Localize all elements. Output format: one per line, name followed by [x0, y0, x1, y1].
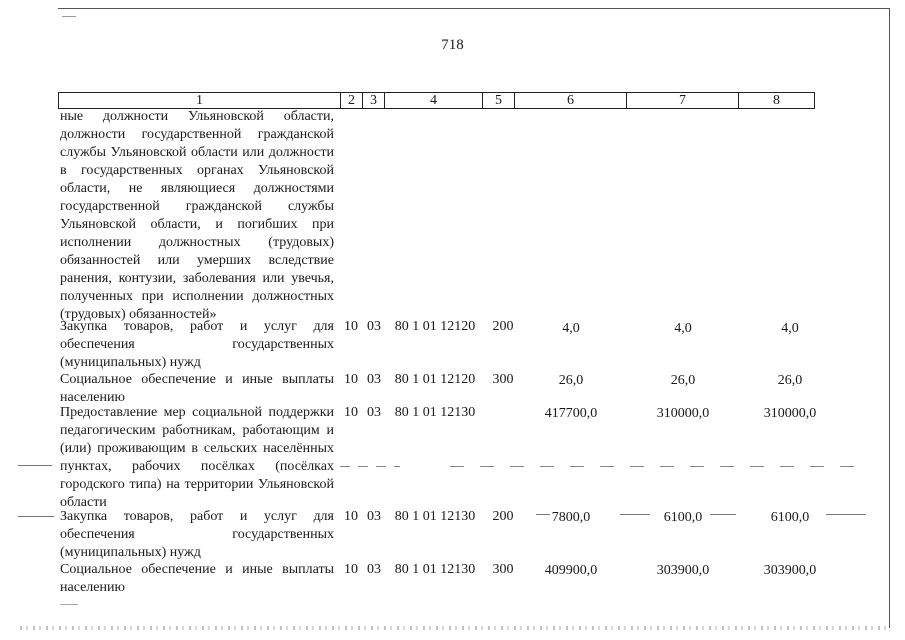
target-article-code: 80 1 01 12130 [394, 509, 476, 524]
column-header: 7 [627, 93, 739, 109]
section-code: 10 [344, 372, 358, 387]
table-row-description: Социальное обеспечение и иные выплаты населению [60, 562, 334, 595]
amount-col6: 409900,0 [544, 563, 598, 578]
amount-col8: 310000,0 [763, 406, 817, 421]
scan-artifact [20, 626, 890, 630]
section-code: 10 [344, 509, 358, 524]
section-code: 10 [344, 562, 358, 577]
scan-artifact [826, 514, 866, 515]
table-row-description: Предоставление мер социальной поддержки педагогическим работникам, работающим и (или) проживающим в сельских населённых пунктах, рабочих посёлках (посёлках городского типа) на территории Ульяновской области [60, 405, 334, 510]
amount-col7: 4,0 [674, 321, 692, 336]
section-code: 10 [344, 319, 358, 334]
column-header-row [58, 92, 815, 109]
amount-col6: 26,0 [558, 373, 584, 388]
amount-col7: 6100,0 [663, 510, 703, 525]
amount-col8: 26,0 [777, 373, 803, 388]
table-row-description: Закупка товаров, работ и услуг для обеспечения государственных (муниципальных) нужд [60, 509, 334, 560]
amount-col7: 303900,0 [656, 563, 710, 578]
expense-type-code: 300 [492, 562, 514, 577]
scan-artifact [450, 466, 870, 467]
subsection-code: 03 [367, 372, 381, 387]
section-code: 10 [344, 405, 358, 420]
column-header: 8 [739, 93, 815, 109]
table-row-description: Социальное обеспечение и иные выплаты населению [60, 372, 334, 405]
amount-col8: 6100,0 [770, 510, 810, 525]
target-article-code: 80 1 01 12130 [394, 562, 476, 577]
amount-col6: 4,0 [562, 321, 580, 336]
amount-col8: 303900,0 [763, 563, 817, 578]
column-header: 5 [483, 93, 515, 109]
page-right-border [889, 8, 890, 628]
page-number: 718 [441, 37, 464, 53]
table-row-description: Закупка товаров, работ и услуг для обеспечения государственных (муниципальных) нужд [60, 319, 334, 370]
corner-mark [62, 16, 76, 17]
amount-col6: 7800,0 [551, 510, 591, 525]
target-article-code: 80 1 01 12120 [394, 319, 476, 334]
scan-artifact [60, 604, 78, 605]
scan-artifact [18, 516, 54, 517]
amount-col8: 4,0 [781, 321, 799, 336]
target-article-code: 80 1 01 12130 [394, 405, 476, 420]
scan-artifact [710, 514, 736, 515]
column-header: 2 [341, 93, 363, 109]
expense-type-code: 300 [492, 372, 514, 387]
column-header: 6 [515, 93, 627, 109]
subsection-code: 03 [367, 509, 381, 524]
subsection-code: 03 [367, 562, 381, 577]
subsection-code: 03 [367, 319, 381, 334]
column-header: 4 [385, 93, 483, 109]
scan-artifact [620, 514, 650, 515]
scan-artifact [340, 466, 400, 467]
column-header: 1 [59, 93, 341, 109]
target-article-code: 80 1 01 12120 [394, 372, 476, 387]
scan-artifact [18, 465, 52, 466]
amount-col7: 26,0 [670, 373, 696, 388]
expense-type-code: 200 [492, 319, 514, 334]
scan-artifact [536, 514, 550, 515]
expense-type-code: 200 [492, 509, 514, 524]
table-row-description: ные должности Ульяновской области, должности государственной гражданской службы Ульяновской области или должности в государственных органах Ульяновской области, не являющиеся должностями государственной гражданской службы Ульяновской области, и погибших при исполнении должностных (трудовых) обязанностей или умерших вследствие ранения, контузии, заболевания или увечья, полученных при исполнении должностных (трудовых) обязанностей» [60, 109, 334, 322]
amount-col7: 310000,0 [656, 406, 710, 421]
column-header: 3 [363, 93, 385, 109]
amount-col6: 417700,0 [544, 406, 598, 421]
page-top-border [58, 8, 890, 9]
subsection-code: 03 [367, 405, 381, 420]
